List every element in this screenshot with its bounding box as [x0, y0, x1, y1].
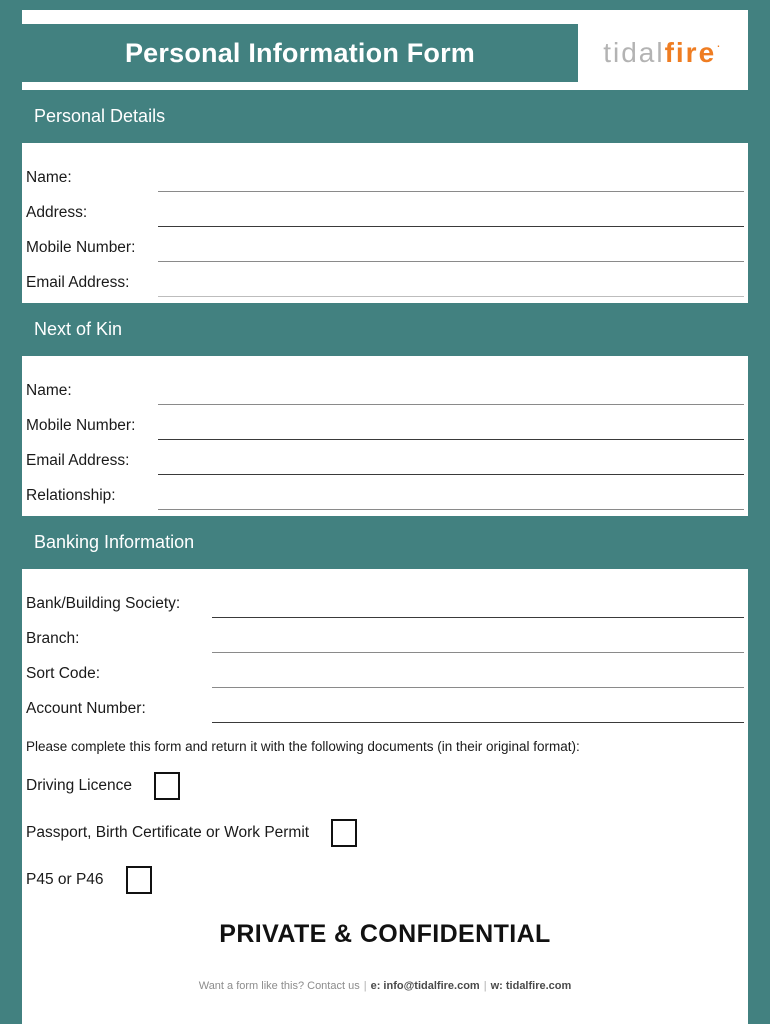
field-row-mobile-number: [22, 227, 748, 262]
section-title: Next of Kin: [34, 319, 123, 339]
field-row-branch: [22, 618, 748, 653]
field-label: Relationship:: [26, 487, 116, 504]
document-item-driving-licence: [26, 772, 744, 800]
field-label: Email Address:: [26, 274, 130, 291]
field-row-sort-code: [22, 653, 748, 688]
field-row-kin-relationship: [22, 475, 748, 510]
footer-email-value[interactable]: info@tidalfire.com: [383, 980, 480, 992]
field-row-address: [22, 192, 748, 227]
field-label: Bank/Building Society:: [26, 595, 181, 612]
form-sheet: [22, 10, 748, 1024]
field-input-mobile-number[interactable]: [158, 260, 744, 262]
checkbox-driving-licence[interactable]: [154, 772, 180, 800]
footer-prompt: Want a form like this? Contact us: [198, 980, 360, 992]
footer-web-label: w:: [490, 980, 503, 992]
field-label: Name:: [26, 382, 72, 399]
title-bar: [22, 24, 578, 82]
field-label: Branch:: [26, 630, 80, 647]
document-label: Passport, Birth Certificate or Work Permit: [26, 824, 310, 841]
field-input-kin-email-address[interactable]: [158, 473, 744, 475]
document-label: Driving Licence: [26, 777, 132, 794]
field-label: Sort Code:: [26, 665, 101, 682]
logo-trademark-icon: ·: [716, 37, 723, 53]
field-input-account-number[interactable]: [212, 721, 744, 723]
field-input-kin-relationship[interactable]: [158, 508, 744, 510]
field-input-kin-name[interactable]: [158, 403, 744, 405]
section-header-next-of-kin: [22, 303, 748, 356]
page-title: Personal Information Form: [124, 37, 476, 68]
page-border-top: [0, 0, 770, 10]
field-row-kin-email-address: [22, 440, 748, 475]
section-header-banking-information: [22, 516, 748, 569]
page-border-left: [0, 0, 22, 1024]
footer-email-label: e:: [370, 980, 381, 992]
field-row-name: [22, 157, 748, 192]
checkbox-passport-birth-certificate-work-permit[interactable]: [331, 819, 357, 847]
footer-web-value[interactable]: tidalfire.com: [505, 980, 572, 992]
required-documents: [22, 723, 748, 894]
field-row-account-number: [22, 688, 748, 723]
field-input-address[interactable]: [158, 225, 744, 227]
section-title: Personal Details: [34, 106, 166, 126]
documents-instruction: Please complete this form and return it with the following documents (in their original format):: [26, 739, 580, 754]
field-input-bank-building-society[interactable]: [212, 616, 744, 618]
field-input-kin-mobile-number[interactable]: [158, 438, 744, 440]
field-input-branch[interactable]: [212, 651, 744, 653]
field-input-email-address[interactable]: [158, 295, 744, 297]
field-label: Address:: [26, 204, 88, 221]
fieldset-next-of-kin: [22, 370, 748, 510]
logo-text: [603, 37, 723, 69]
page-border-right: [748, 0, 770, 1024]
field-label: Mobile Number:: [26, 417, 136, 434]
confidential-notice: PRIVATE & CONFIDENTIAL: [219, 920, 551, 948]
field-label: Mobile Number:: [26, 239, 136, 256]
fieldset-banking-information: [22, 583, 748, 723]
field-row-kin-mobile-number: [22, 405, 748, 440]
field-input-sort-code[interactable]: [212, 686, 744, 688]
field-input-name[interactable]: [158, 190, 744, 192]
fieldset-personal-details: [22, 157, 748, 297]
field-row-email-address: [22, 262, 748, 297]
field-row-kin-name: [22, 370, 748, 405]
document-item-p45-or-p46: [26, 866, 744, 894]
brand-logo: [578, 24, 748, 82]
logo-part-tidal: tidal: [603, 37, 665, 68]
section-title: Banking Information: [34, 532, 195, 552]
logo-part-fire: fire: [664, 37, 717, 68]
field-label: Name:: [26, 169, 72, 186]
checkbox-p45-or-p46[interactable]: [126, 866, 152, 894]
document-label: P45 or P46: [26, 871, 104, 888]
form-header: [22, 24, 748, 82]
footer-separator-1: |: [363, 980, 367, 992]
field-label: Email Address:: [26, 452, 130, 469]
footer-separator-2: |: [483, 980, 487, 992]
document-item-passport-birth-certificate-work-permit: [26, 819, 744, 847]
footer: [22, 980, 748, 992]
section-header-personal-details: [22, 90, 748, 143]
field-row-bank-building-society: [22, 583, 748, 618]
field-label: Account Number:: [26, 700, 146, 717]
